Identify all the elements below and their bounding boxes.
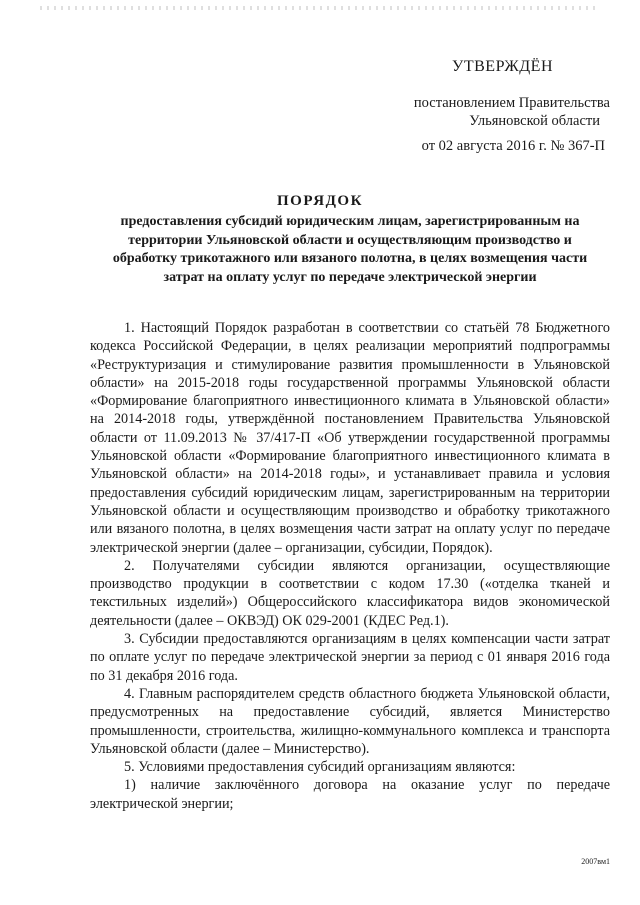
paragraph-2: 2. Получателями субсидии являются организации, осуществляющие производство продукции в соответствии с кодом 17.30 («отделка тканей и текстильных изделий») Общероссийского классификатора видов экономической деятельности (далее – ОКВЭД) ОК 029-2001 (КДЕС Ред.1). [90,557,610,629]
document-subtitle: предоставления субсидий юридическим лицам, зарегистрированным на территории Ульяновской области и осуществляющим производство и обработку трикотажного или вязаного полотна, в целях возмещения части затрат на оплату услуг по передаче электрической энергии [112,214,588,285]
paragraph-5-item-1: 1) наличие заключённого договора на оказание услуг по передаче электрической энергии; [90,777,610,812]
paragraph-4: 4. Главным распорядителем средств областного бюджета Ульяновской области, предусмотренных на предоставление субсидий, является Министерство промышленности, строительства, жилищно-коммунального комплекса и транспорта Ульяновской области (далее – Министерство). [90,685,610,757]
paragraph-1: 1. Настоящий Порядок разработан в соответствии со статьёй 78 Бюджетного кодекса Российской Федерации, в целях реализации мероприятий подпрограммы «Реструктуризация и стимулирование развития промышленности в Ульяновской области» на 2015-2018 годы государственной программы Ульяновской области «Формирование благоприятного инвестиционного климата в Ульяновской области» на 2014-2018 годы, утверждённой постановлением Правительства Ульяновской области от 11.09.2013 № 37/417-П «Об утверждении государственной программы Ульяновской области «Формирование благоприятного инвестиционного климата в Ульяновской области» на 2014-2018 годы», и устанавливает правила и условия предоставления субсидий юридическим лицам, зарегистрированным на территории Ульяновской области и осуществляющим производство и обработку трикотажного или вязаного полотна, в целях возмещения части затрат на оплату услуг по передаче электрической энергии (далее – организации, субсидии, Порядок). [90,320,610,556]
document-body [90,319,610,813]
paragraph-3: 3. Субсидии предоставляются организациям в целях компенсации части затрат по оплате услуг по передаче электрической энергии за период с 01 января 2016 года по 31 декабря 2016 года. [90,631,610,684]
approval-line-2: Ульяновской области [469,113,600,129]
paragraph-5: 5. Условиями предоставления субсидий организациям являются: [124,759,516,776]
document-title: ПОРЯДОК [277,193,363,209]
approval-line-1: постановлением Правительства [413,95,610,111]
approval-heading: УТВЕРЖДЁН [452,58,553,75]
approval-line-3: от 02 августа 2016 г. № 367-П [421,138,605,154]
footer-doc-code: 2007вм1 [581,857,610,866]
scan-edge-artifact [40,6,600,10]
